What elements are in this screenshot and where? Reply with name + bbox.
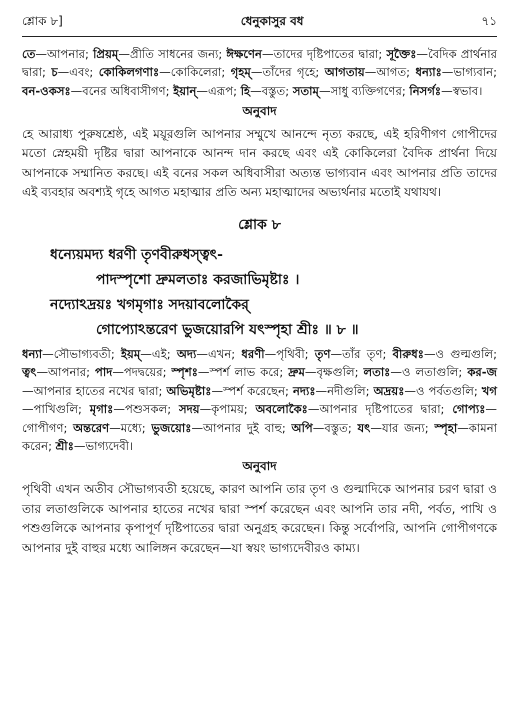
sanskrit-word: অদ্রয়ঃ — [373, 383, 405, 398]
word-meaning: —সাধু ব্যক্তিগণের; — [318, 83, 410, 98]
translation-heading: অনুবাদ — [242, 103, 277, 118]
sanskrit-word: তৃণ — [314, 346, 331, 361]
sanskrit-word: অভিমৃষ্টাঃ — [166, 383, 212, 398]
sanskrit-word: লতাঃ — [363, 365, 391, 380]
word-meaning: —এখন; — [196, 346, 242, 361]
top-synonyms — [22, 45, 497, 100]
word-meaning: —যার জন্য; — [370, 420, 435, 435]
sanskrit-word: পাদ — [95, 365, 113, 380]
word-meaning: —তাদের দৃষ্টিপাতের দ্বারা; — [261, 47, 387, 61]
word-meaning: —সৌভাগ্যবতী; — [42, 346, 121, 361]
word-meaning: —বৃক্ষগুলি; — [304, 365, 364, 380]
running-header — [22, 12, 497, 34]
sanskrit-word: ইয়ান্ — [173, 83, 197, 98]
word-meaning: —ও লতাগুলি; — [390, 365, 468, 380]
word-meaning: —এরূপ; — [196, 83, 241, 98]
sanskrit-word: শ্রীঃ — [55, 438, 74, 453]
sanskrit-word: সদয় — [178, 402, 200, 417]
verse-line: নদ্যোঽদ্রয়ঃ খগমৃগাঃ সদয়াবলোকৈর্ — [50, 296, 249, 313]
verse-text — [22, 243, 497, 343]
sanskrit-word: সতাম্ — [292, 83, 319, 98]
sanskrit-word: ধন্যাঃ — [415, 65, 442, 80]
verse-line: ধন্যেয়মদ্য ধরণী তৃণবীরুধস্ত্বৎ- — [50, 246, 223, 263]
word-meaning: —স্পর্শ লাভ করে; — [197, 365, 289, 380]
verse-heading: শ্লোক ৮ — [238, 216, 281, 233]
word-meaning: —বস্তুত; — [250, 83, 293, 98]
translation-text: পৃথিবী এখন অতীব সৌভাগ্যবতী হয়েছে, কারণ আপনি তার তৃণ ও গুল্মাদিকে আপনার চরণ দ্বারা ও তার লতাগুলিকে আপনার হাতের নখের দ্বারা স্পর্শ করেছেন এবং আপনি তার নদী, পর্বত, পাখি ও পশুগুলিকে আপনার কৃপাপূর্ণ দৃষ্টিপাতের দ্বারা অনুগ্রহ করেছেন। কিন্তু সর্বোপরি, আপনি গোপীগণকে আপনার দুই বাহুর মধ্যে আলিঙ্গন করেছেন—যা স্বয়ং ভাগ্যদেবীরও কাম্য। — [22, 482, 497, 555]
sanskrit-word: স্পৃহা — [434, 420, 458, 435]
sanskrit-word: অপি — [291, 420, 313, 435]
word-meaning: —তাঁদের গৃহে; — [250, 65, 325, 80]
sanskrit-word: খগ — [481, 383, 498, 398]
sanskrit-word: কোকিলগণাঃ — [98, 65, 160, 80]
word-meaning: —আপনার দুই বাহু; — [191, 420, 292, 435]
word-meaning: —কামনা করেন; — [22, 420, 497, 453]
word-meaning: —বস্তুত; — [312, 420, 358, 435]
sanskrit-word: গোপ্যঃ — [452, 402, 486, 417]
word-meaning: —আপনার দৃষ্টিপাতের দ্বারা; — [307, 402, 453, 417]
sanskrit-word: তে — [22, 47, 36, 61]
word-meaning: —আপনার; — [36, 365, 95, 380]
word-for-word-synonyms — [22, 345, 497, 455]
sanskrit-word: ত্বৎ — [22, 365, 37, 380]
word-meaning: —স্বভাব। — [441, 83, 483, 98]
word-meaning: —এবং; — [57, 65, 99, 80]
translation-heading: অনুবাদ — [242, 459, 277, 474]
word-meaning: —পৃথিবী; — [264, 346, 315, 361]
word-meaning: —আপনার; — [35, 47, 94, 61]
header-rule — [22, 36, 497, 37]
word-meaning: —স্পর্শ করেছেন; — [211, 383, 293, 398]
header-page-number: ৭১ — [481, 14, 497, 28]
sanskrit-word: স্পৃশঃ — [171, 365, 198, 380]
sanskrit-word: যৎ — [357, 420, 371, 435]
sanskrit-word: ভুজয়োঃ — [151, 420, 192, 435]
sanskrit-word: কর-জ — [467, 365, 497, 380]
sanskrit-word: চ — [51, 65, 58, 80]
sanskrit-word: ধন্যা — [22, 346, 43, 361]
word-meaning: —মধ্যে; — [109, 420, 152, 435]
word-meaning: —কোকিলেরা; — [159, 65, 231, 80]
word-meaning: —নদীগুলি; — [315, 383, 374, 398]
word-meaning: —আপনার হাতের নখের দ্বারা; — [22, 383, 167, 398]
sanskrit-word: অন্তরেণ — [73, 420, 110, 435]
verse-line: পাদস্পৃশো দ্রুমলতাঃ করজাভিমৃষ্টাঃ । — [96, 271, 300, 288]
word-meaning: —তাঁর তৃণ; — [330, 346, 393, 361]
sanskrit-word: গৃহম্ — [230, 65, 251, 80]
word-meaning: —পাখিগুলি; — [22, 402, 90, 417]
sanskrit-word: নিসর্গঃ — [409, 83, 442, 98]
sanskrit-word: বন-ওকসঃ — [22, 83, 71, 98]
verse-line: গোপ্যোঽন্তরেণ ভুজয়োরপি যৎস্পৃহা শ্রীঃ ॥ ৮ ॥ — [96, 321, 359, 338]
word-meaning: —প্রীতি সাধনের জন্য; — [118, 47, 227, 61]
sanskrit-word: অদ্য — [176, 346, 197, 361]
sanskrit-word: মৃগাঃ — [89, 402, 114, 417]
sanskrit-word: বীরুধঃ — [392, 346, 424, 361]
sanskrit-word: দ্রুম — [288, 365, 305, 380]
word-meaning: —গোপীগণ; — [22, 402, 497, 435]
sanskrit-word: ইয়ম্ — [120, 346, 141, 361]
word-meaning: —ভাগ্যদেবী। — [73, 438, 134, 453]
word-meaning: —ও গুল্মগুলি; — [423, 346, 497, 361]
header-verse-ref: শ্লোক ৮] — [22, 14, 63, 28]
sanskrit-word: নদ্যঃ — [292, 383, 316, 398]
sanskrit-word: হি — [240, 83, 251, 98]
sanskrit-word: ধরণী — [241, 346, 265, 361]
sanskrit-word: ঈক্ষণেন — [226, 47, 262, 61]
header-chapter-title: ধেনুকাসুর বধ — [240, 14, 304, 28]
sanskrit-word: সূক্তৈঃ — [386, 47, 417, 61]
word-meaning: —বনের অধিবাসীগণ; — [70, 83, 174, 98]
sanskrit-word: আগতায় — [324, 65, 365, 80]
sanskrit-word: অবলোকৈঃ — [255, 402, 308, 417]
word-meaning: —পদদ্বয়ের; — [112, 365, 172, 380]
translation-text: হে আরাধ্য পুরুষশ্রেষ্ঠ, এই ময়ূরগুলি আপনার সম্মুখে আনন্দে নৃত্য করছে, এই হরিণীগণ গোপীদের মতো স্নেহময়ী দৃষ্টির দ্বারা আপনাকে আনন্দ দান করছে এবং এই কোকিলেরা বৈদিক প্রার্থনা দিয়ে আপনাকে সম্মানিত করছে। এই বনের সকল অধিবাসীরা অত্যন্ত ভাগ্যবান এবং আপনার প্রতি তাদের এই ব্যবহার অবশ্যই গৃহে আগত মহাত্মার প্রতি অন্য মহাত্মাদের অভ্যর্থনার মতোই যথাযথ। — [22, 126, 497, 200]
word-meaning: —আগত; — [364, 65, 416, 80]
word-meaning: —বৈদিক প্রার্থনার দ্বারা; — [22, 47, 498, 80]
word-meaning: —কৃপাময়; — [199, 402, 256, 417]
word-meaning: —ভাগ্যবান; — [441, 65, 497, 80]
word-meaning: —ও পর্বতগুলি; — [404, 383, 482, 398]
sanskrit-word: প্রিয়ম্ — [93, 47, 119, 61]
word-meaning: —এই; — [140, 346, 177, 361]
word-meaning: —পশুসকল; — [113, 402, 179, 417]
